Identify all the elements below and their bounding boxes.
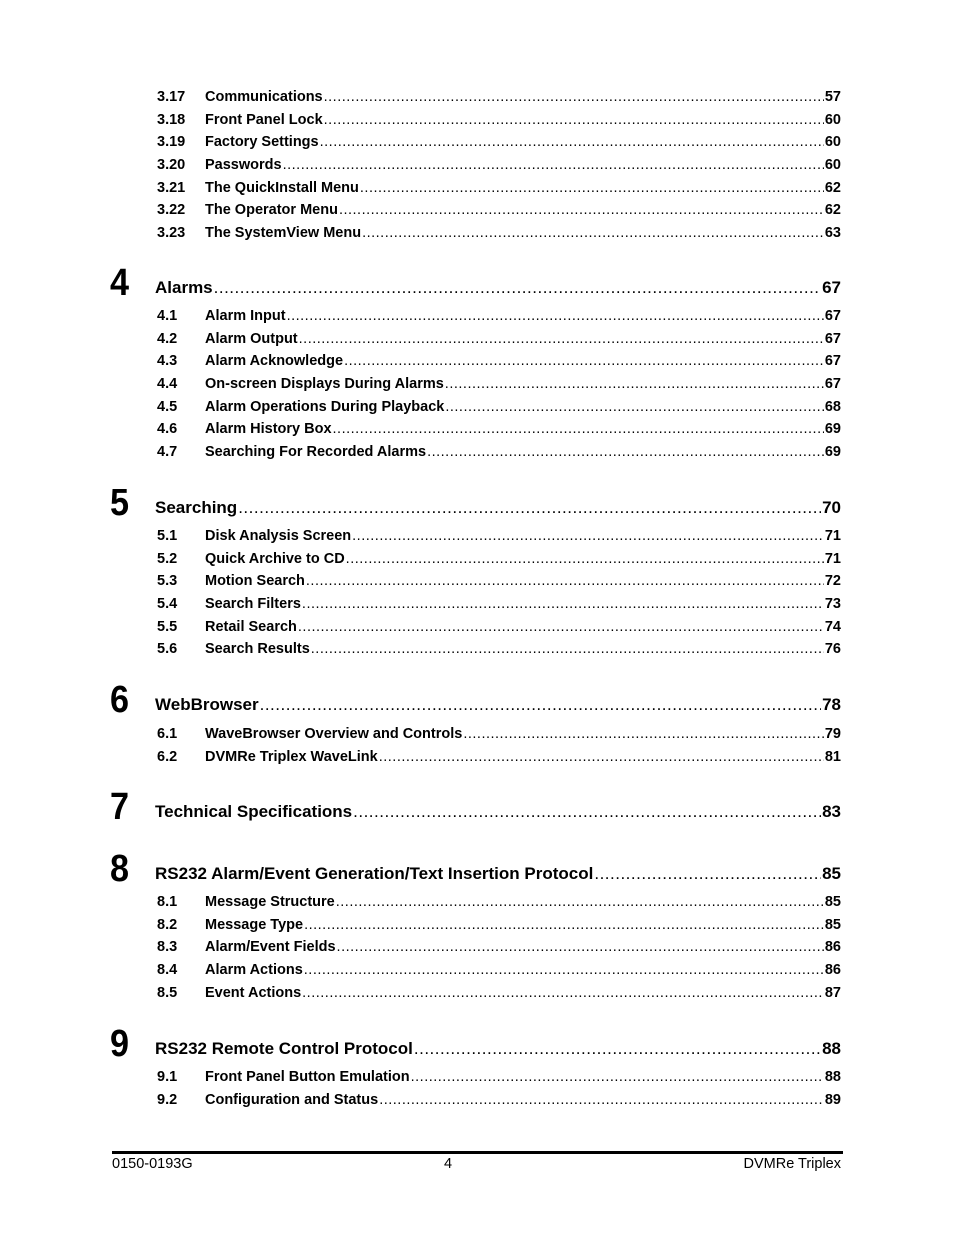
toc-entry[interactable] [157,89,841,107]
entry-title: Message Structure [205,894,335,910]
dot-leader [445,376,824,392]
toc-entry[interactable] [157,134,841,152]
entry-number: 6.1 [157,726,178,742]
entry-title: Front Panel Lock [205,111,323,128]
chapter-number: 4 [110,262,130,304]
entry-number: 3.19 [157,134,186,151]
entry-page: 76 [824,641,841,658]
entry-number: 4.5 [157,398,178,415]
entry-title: DVMRe Triplex WaveLink [205,748,378,765]
toc-entry[interactable] [157,421,841,439]
entry-page: 81 [824,748,841,765]
dot-leader [594,864,821,884]
toc-entry[interactable] [157,1092,841,1110]
dot-leader [346,551,824,567]
footer-product: DVMRe Triplex [743,1156,841,1172]
dot-leader [298,619,824,635]
entry-page: 62 [824,179,841,196]
entry-number: 3.23 [157,224,186,241]
entry-page: 87 [824,984,841,1001]
entry-title: Passwords [205,156,282,173]
toc-entry[interactable] [157,641,841,659]
entry-page: 62 [824,202,841,219]
toc-entry[interactable] [157,619,841,637]
entry-page: 67 [824,330,841,347]
dot-leader [337,939,824,955]
entry-title: Search Filters [205,595,301,612]
dot-leader [445,399,824,415]
toc-entry[interactable] [157,749,841,767]
dot-leader [304,917,824,933]
dot-leader [311,641,824,657]
dot-leader [320,134,824,150]
entry-number: 5.1 [157,528,178,544]
toc-entry[interactable] [157,399,841,417]
entry-title: Front Panel Button Emulation [205,1069,410,1085]
entry-page: 88 [824,1069,841,1085]
chapter-title: WebBrowser [155,695,259,714]
entry-title: Event Actions [205,984,302,1001]
chapter-page: 88 [822,1039,841,1058]
entry-title: Alarm History Box [205,421,332,438]
dot-leader [379,1092,824,1108]
entry-page: 72 [824,573,841,590]
dot-leader [362,225,824,241]
entry-number: 3.17 [157,89,186,105]
entry-page: 68 [824,398,841,415]
entry-number: 5.6 [157,641,178,658]
entry-number: 3.22 [157,202,186,219]
toc-entry[interactable] [157,726,841,744]
entry-number: 8.2 [157,916,178,933]
dot-leader [353,802,821,822]
entry-number: 8.4 [157,961,178,978]
toc-entry[interactable] [157,157,841,175]
chapter-title: RS232 Alarm/Event Generation/Text Insertion Protocol [155,864,594,883]
entry-title: Factory Settings [205,134,319,151]
dot-leader [339,202,824,218]
toc-entry[interactable] [157,331,841,349]
chapter-number: 8 [110,848,130,890]
entry-title: Quick Archive to CD [205,550,345,567]
entry-page: 60 [824,134,841,151]
chapter-page: 67 [822,278,841,297]
toc-entry[interactable] [157,202,841,220]
dot-leader [306,573,824,589]
toc-chapter-entry[interactable] [155,864,841,884]
entry-page: 73 [824,595,841,612]
chapter-number: 9 [110,1023,130,1065]
dot-leader [283,157,824,173]
dot-leader [336,894,824,910]
entry-number: 3.21 [157,179,186,196]
entry-title: Configuration and Status [205,1091,379,1108]
entry-page: 60 [824,111,841,128]
entry-title: WaveBrowser Overview and Controls [205,726,463,742]
toc-chapter-entry[interactable] [155,498,841,518]
entry-number: 5.4 [157,595,178,612]
dot-leader [379,749,824,765]
entry-title: Alarm Actions [205,961,303,978]
entry-number: 4.1 [157,308,178,324]
entry-number: 8.1 [157,894,178,910]
dot-leader [333,421,824,437]
toc-entry[interactable] [157,444,841,462]
chapter-title: Searching [155,498,238,517]
entry-page: 67 [824,353,841,370]
entry-title: Alarm Operations During Playback [205,398,445,415]
entry-page: 79 [824,726,841,742]
chapter-page: 78 [822,695,841,714]
entry-number: 4.6 [157,421,178,438]
chapter-title: RS232 Remote Control Protocol [155,1039,413,1058]
chapter-number: 7 [110,786,130,828]
entry-title: The Operator Menu [205,202,338,219]
entry-title: The QuickInstall Menu [205,179,359,196]
entry-page: 89 [824,1091,841,1108]
chapter-number: 6 [110,679,130,721]
dot-leader [304,962,824,978]
toc-entry[interactable] [157,376,841,394]
toc-entry[interactable] [157,985,841,1003]
dot-leader [324,89,824,105]
toc-entry[interactable] [157,573,841,591]
chapter-number: 5 [110,482,130,524]
dot-leader [324,112,824,128]
entry-page: 71 [824,528,841,544]
entry-title: Alarm/Event Fields [205,939,336,956]
entry-title: Motion Search [205,573,305,590]
entry-title: Alarm Input [205,308,286,324]
entry-title: Message Type [205,916,304,933]
entry-number: 5.5 [157,618,178,635]
entry-number: 3.20 [157,156,186,173]
entry-number: 5.2 [157,550,178,567]
entry-page: 57 [824,89,841,105]
entry-number: 9.1 [157,1069,178,1085]
entry-page: 67 [824,375,841,392]
toc-chapter-entry[interactable] [155,1039,841,1059]
entry-page: 60 [824,156,841,173]
toc-entry[interactable] [157,917,841,935]
entry-title: Alarm Acknowledge [205,353,344,370]
toc-entry[interactable] [157,225,841,243]
entry-number: 4.3 [157,353,178,370]
toc-chapter-entry[interactable] [155,695,841,715]
entry-page: 86 [824,961,841,978]
entry-title: Communications [205,89,323,105]
dot-leader [287,308,824,324]
toc-chapter-entry[interactable] [155,278,841,298]
entry-page: 85 [824,916,841,933]
dot-leader [352,528,824,544]
dot-leader [427,444,824,460]
chapter-page: 85 [822,864,841,883]
chapter-title: Alarms [155,278,213,297]
dot-leader [260,695,821,715]
entry-page: 74 [824,618,841,635]
toc-entry[interactable] [157,1069,841,1087]
chapter-title: Technical Specifications [155,802,353,821]
entry-page: 69 [824,443,841,460]
entry-number: 4.7 [157,443,178,460]
entry-title: On-screen Displays During Alarms [205,375,444,392]
entry-number: 3.18 [157,111,186,128]
toc-entry[interactable] [157,596,841,614]
footer-rule [112,1151,843,1154]
dot-leader [360,180,824,196]
entry-page: 85 [824,894,841,910]
entry-number: 8.3 [157,939,178,956]
entry-number: 8.5 [157,984,178,1001]
toc-entry[interactable] [157,180,841,198]
dot-leader [411,1069,824,1085]
entry-number: 9.2 [157,1091,178,1108]
entry-page: 67 [824,308,841,324]
dot-leader [414,1039,821,1059]
dot-leader [238,498,821,518]
entry-title: Search Results [205,641,310,658]
entry-title: The SystemView Menu [205,224,362,241]
entry-number: 6.2 [157,748,178,765]
dot-leader [302,596,824,612]
entry-number: 5.3 [157,573,178,590]
toc-entry[interactable] [157,939,841,957]
entry-page: 86 [824,939,841,956]
entry-page: 69 [824,421,841,438]
dot-leader [214,278,821,298]
entry-title: Retail Search [205,618,297,635]
toc-entry[interactable] [157,353,841,371]
entry-title: Alarm Output [205,330,298,347]
chapter-page: 83 [822,802,841,821]
entry-title: Searching For Recorded Alarms [205,443,427,460]
footer-doc-number: 0150-0193G [112,1156,193,1172]
toc-entry[interactable] [157,112,841,130]
entry-number: 4.4 [157,375,178,392]
dot-leader [463,726,824,742]
entry-page: 63 [824,224,841,241]
footer-page-number: 4 [444,1156,453,1172]
entry-title: Disk Analysis Screen [205,528,352,544]
chapter-page: 70 [822,498,841,517]
toc-entry[interactable] [157,894,841,912]
entry-number: 4.2 [157,330,178,347]
toc-entry[interactable] [157,551,841,569]
entry-page: 71 [824,550,841,567]
dot-leader [299,331,824,347]
toc-chapter-entry[interactable] [155,802,841,822]
dot-leader [344,353,824,369]
toc-entry[interactable] [157,528,841,546]
toc-entry[interactable] [157,308,841,326]
toc-entry[interactable] [157,962,841,980]
dot-leader [302,985,824,1001]
